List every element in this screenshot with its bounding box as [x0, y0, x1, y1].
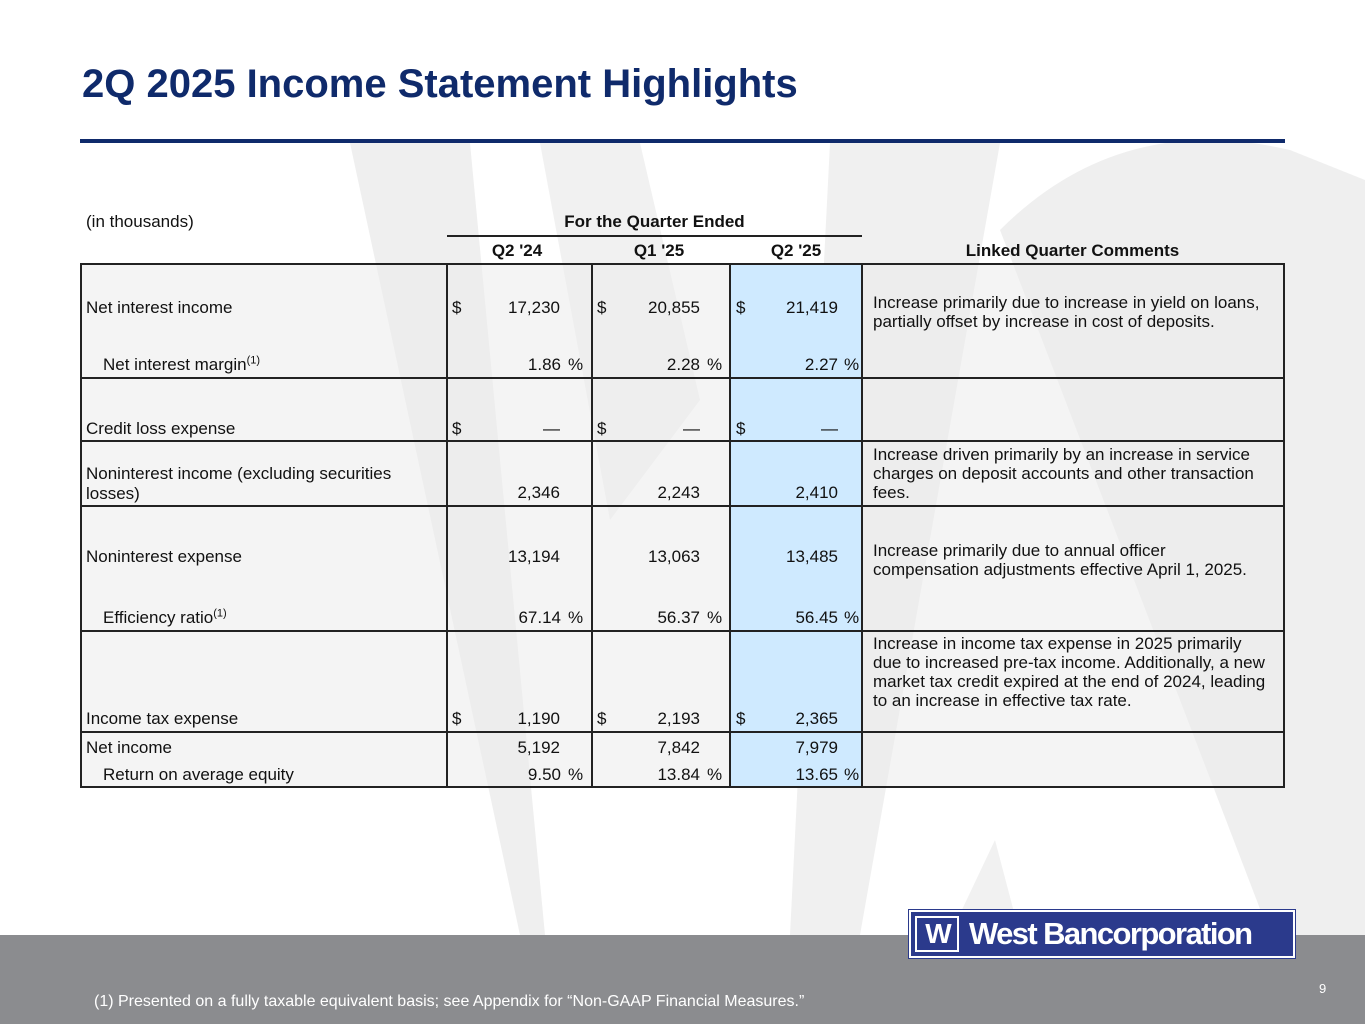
comment-net-interest-income: Increase primarily due to increase in yield on loans, partially offset by increase in cost of deposits.: [873, 293, 1260, 331]
row-rule: [80, 731, 1285, 733]
row-label-return-on-average-equity: Return on average equity: [103, 765, 294, 784]
column-header-q1-25: Q1 '25: [633, 241, 685, 260]
table-top-rule: [80, 263, 1285, 265]
cell-roae-q2-25: 13.65: [795, 765, 838, 784]
percent-sign: %: [707, 765, 723, 784]
cell-efficiency-ratio-q1-25: 56.37: [657, 608, 700, 627]
row-label-text: Efficiency ratio: [103, 608, 214, 627]
currency-symbol: $: [597, 709, 607, 728]
group-header: For the Quarter Ended: [564, 212, 745, 231]
row-label-text: Net interest margin: [103, 355, 247, 374]
logo-text: West Bancorporation: [969, 916, 1252, 951]
row-label-net-interest-margin: [103, 355, 260, 375]
column-rule: [861, 263, 863, 788]
cell-net-income-q1-25: 7,842: [657, 738, 700, 757]
cell-net-interest-margin-q2-24: 1.86: [527, 355, 561, 374]
cell-income-tax-expense-q1-25: 2,193: [657, 709, 700, 728]
page-title: 2Q 2025 Income Statement Highlights: [82, 62, 798, 106]
comment-noninterest-income: Increase driven primarily by an increase in service charges on deposit accounts and other transaction fees.: [873, 445, 1254, 502]
row-label-net-interest-income: Net interest income: [86, 298, 233, 317]
page-number: 9: [1319, 981, 1327, 996]
cell-roae-q1-25: 13.84: [657, 765, 700, 784]
row-label-noninterest-expense: Noninterest expense: [86, 547, 242, 566]
percent-sign: %: [568, 765, 584, 784]
currency-symbol: $: [736, 419, 746, 438]
percent-sign: %: [707, 608, 723, 627]
footnote: (1) Presented on a fully taxable equivalent basis; see Appendix for “Non-GAAP Financial Measures.”: [94, 993, 805, 1010]
currency-symbol: $: [452, 419, 462, 438]
footnote-ref: (1): [246, 354, 261, 367]
footnote-ref: (1): [213, 607, 227, 620]
group-header-rule: [447, 235, 862, 237]
column-rule: [729, 263, 731, 788]
comment-noninterest-expense: Increase primarily due to annual officer compensation adjustments effective April 1, 2025.: [873, 541, 1247, 579]
row-rule: [80, 440, 1285, 442]
column-header-q2-25: Q2 '25: [770, 241, 822, 260]
row-label-income-tax-expense: Income tax expense: [86, 709, 239, 728]
logo-mark-icon: W: [915, 916, 959, 952]
cell-net-income-q2-25: 7,979: [795, 738, 838, 757]
cell-noninterest-income-q1-25: 2,243: [657, 483, 700, 502]
cell-credit-loss-expense-q2-24: —: [543, 419, 560, 438]
percent-sign: %: [844, 608, 860, 627]
cell-net-interest-income-q2-25: 21,419: [786, 298, 838, 317]
cell-noninterest-income-q2-24: 2,346: [517, 483, 560, 502]
percent-sign: %: [844, 765, 860, 784]
cell-credit-loss-expense-q1-25: —: [683, 419, 700, 438]
cell-income-tax-expense-q2-25: 2,365: [795, 709, 838, 728]
column-rule: [446, 263, 448, 788]
percent-sign: %: [568, 355, 584, 374]
percent-sign: %: [707, 355, 723, 374]
row-label-efficiency-ratio: [103, 608, 227, 628]
cell-noninterest-expense-q2-24: 13,194: [508, 547, 560, 566]
currency-symbol: $: [736, 709, 746, 728]
table-bottom-rule: [80, 786, 1285, 788]
cell-net-interest-income-q2-24: 17,230: [508, 298, 560, 317]
column-rule: [80, 263, 82, 788]
units-label: (in thousands): [86, 212, 194, 231]
row-rule: [80, 505, 1285, 507]
currency-symbol: $: [452, 709, 462, 728]
percent-sign: %: [568, 608, 584, 627]
cell-income-tax-expense-q2-24: 1,190: [517, 709, 560, 728]
cell-net-income-q2-24: 5,192: [517, 738, 560, 757]
cell-net-interest-margin-q1-25: 2.28: [666, 355, 700, 374]
cell-noninterest-expense-q2-25: 13,485: [786, 547, 838, 566]
comments-header: Linked Quarter Comments: [965, 241, 1180, 260]
currency-symbol: $: [452, 298, 462, 317]
column-header-q2-24: Q2 '24: [491, 241, 543, 260]
cell-roae-q2-24: 9.50: [527, 765, 561, 784]
row-label-net-income: Net income: [86, 738, 172, 757]
cell-net-interest-margin-q2-25: 2.27: [804, 355, 838, 374]
cell-efficiency-ratio-q2-24: 67.14: [518, 608, 561, 627]
row-rule: [80, 630, 1285, 632]
column-rule: [1283, 263, 1285, 788]
row-label-noninterest-income: Noninterest income (excluding securities losses): [86, 464, 392, 503]
cell-noninterest-income-q2-25: 2,410: [795, 483, 838, 502]
currency-symbol: $: [736, 298, 746, 317]
comment-income-tax-expense: Increase in income tax expense in 2025 primarily due to increased pre-tax income. Additionally, a new market tax credit expired at the end of 2024, leading to an increase in effective tax rate.: [873, 634, 1266, 710]
cell-credit-loss-expense-q2-25: —: [821, 419, 838, 438]
cell-net-interest-income-q1-25: 20,855: [648, 298, 700, 317]
west-bancorporation-logo: [909, 910, 1295, 958]
percent-sign: %: [844, 355, 860, 374]
column-rule: [591, 263, 593, 788]
currency-symbol: $: [597, 419, 607, 438]
cell-noninterest-expense-q1-25: 13,063: [648, 547, 700, 566]
cell-efficiency-ratio-q2-25: 56.45: [795, 608, 838, 627]
currency-symbol: $: [597, 298, 607, 317]
row-rule: [80, 377, 1285, 379]
row-label-credit-loss-expense: Credit loss expense: [86, 419, 236, 438]
